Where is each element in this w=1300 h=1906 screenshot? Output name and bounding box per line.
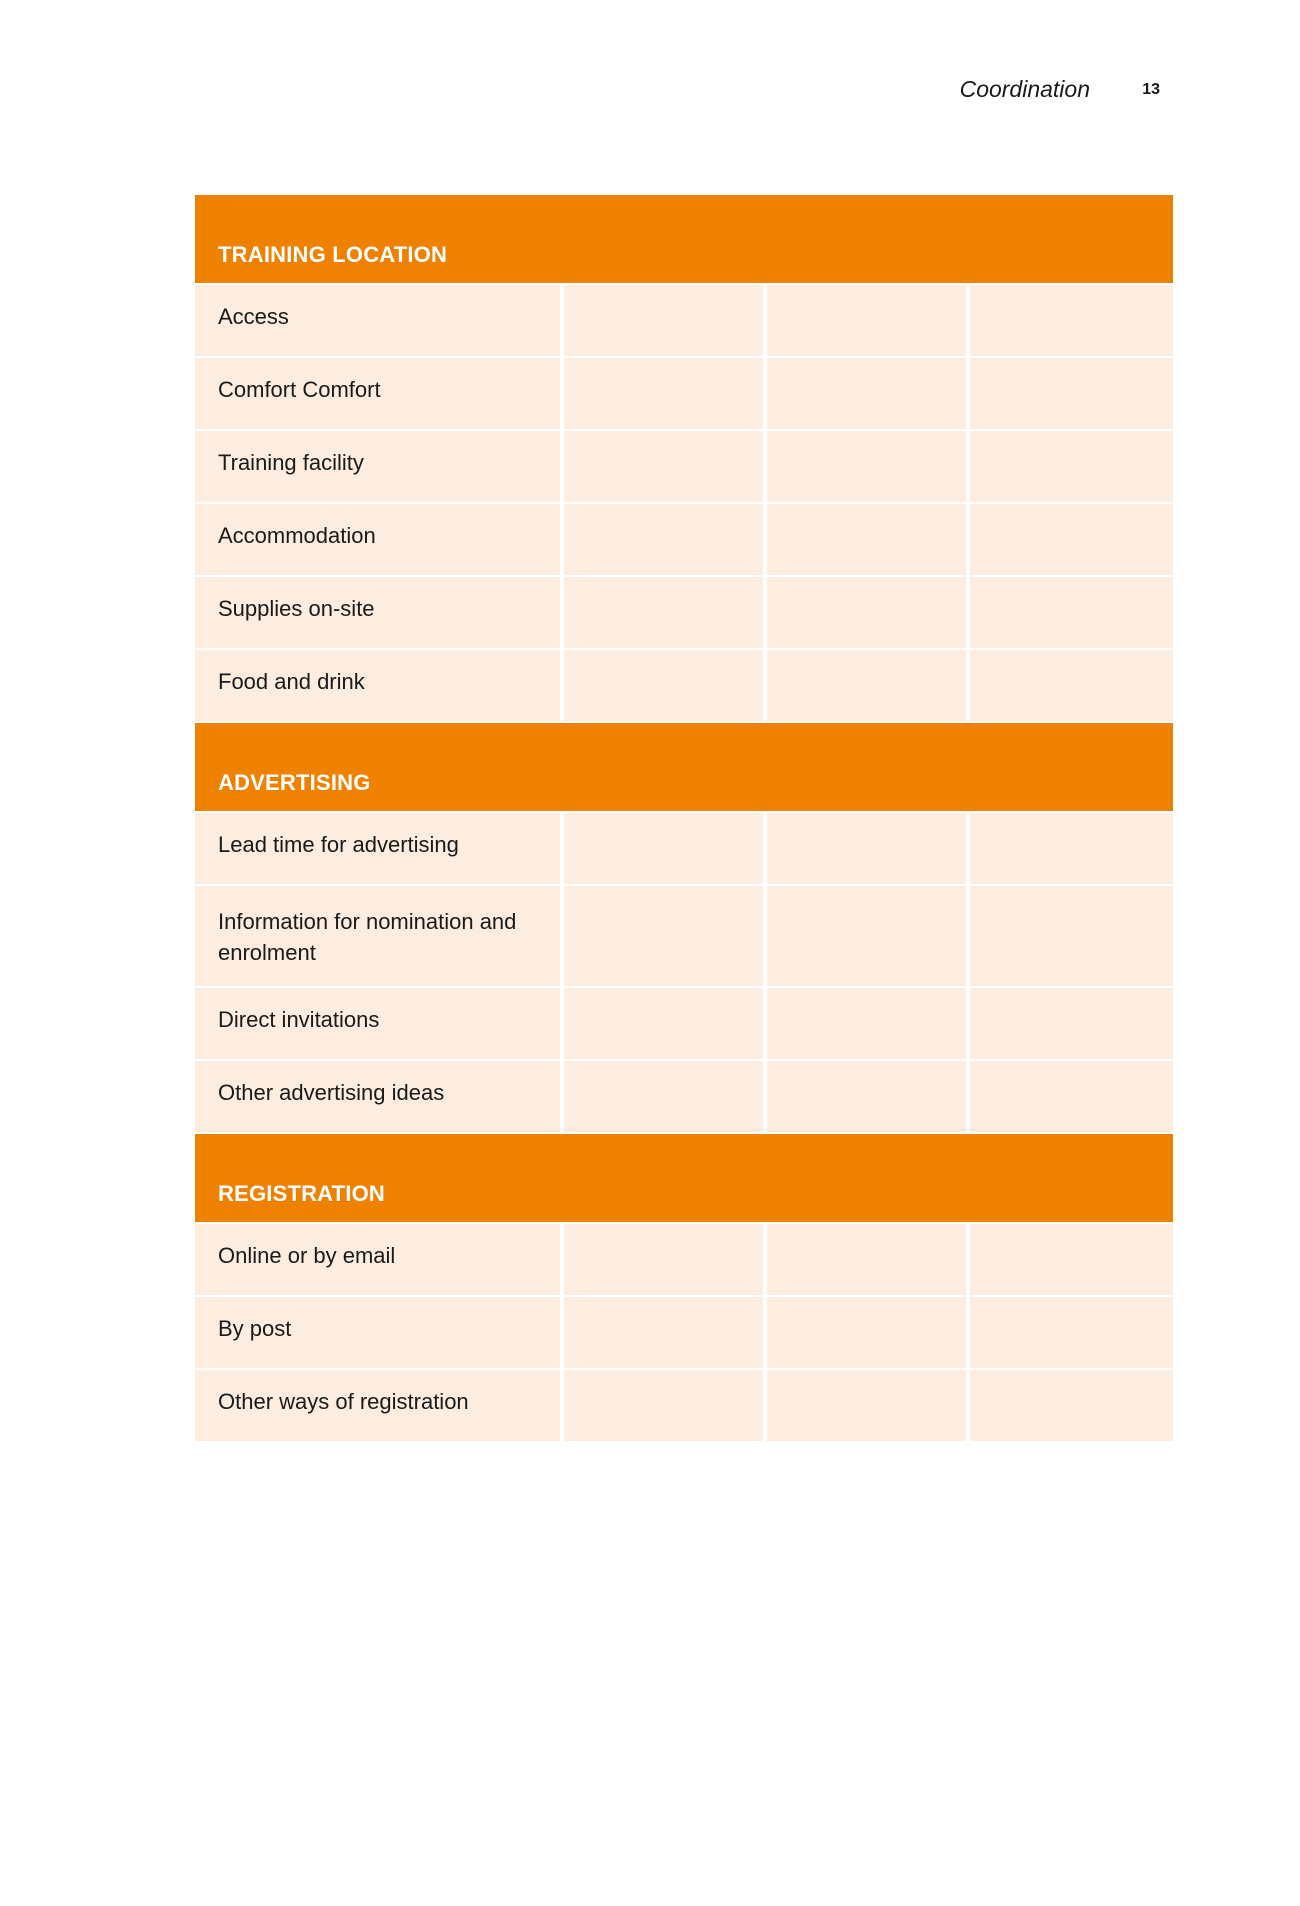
blank-cell[interactable] — [970, 1297, 1173, 1368]
blank-cell[interactable] — [970, 1061, 1173, 1132]
blank-cell[interactable] — [767, 504, 966, 575]
table-row — [195, 1297, 1173, 1368]
blank-cell[interactable] — [564, 431, 763, 502]
blank-cell[interactable] — [767, 1370, 966, 1441]
table-row — [195, 650, 1173, 721]
row-label: Training facility — [195, 431, 560, 502]
blank-cell[interactable] — [970, 650, 1173, 721]
section-heading: REGISTRATION — [218, 1181, 385, 1206]
section-header-training-location — [195, 195, 1173, 283]
row-label: Accommodation — [195, 504, 560, 575]
blank-cell[interactable] — [970, 285, 1173, 356]
blank-cell[interactable] — [767, 650, 966, 721]
table-row — [195, 813, 1173, 884]
row-label: Supplies on-site — [195, 577, 560, 648]
blank-cell[interactable] — [564, 650, 763, 721]
blank-cell[interactable] — [767, 1297, 966, 1368]
table-row — [195, 504, 1173, 575]
running-head — [0, 76, 1300, 106]
blank-cell[interactable] — [564, 285, 763, 356]
blank-cell[interactable] — [564, 886, 763, 986]
blank-cell[interactable] — [564, 1297, 763, 1368]
row-label: Food and drink — [195, 650, 560, 721]
blank-cell[interactable] — [970, 886, 1173, 986]
page-number: 13 — [1142, 81, 1160, 98]
row-label: Access — [195, 285, 560, 356]
blank-cell[interactable] — [767, 1224, 966, 1295]
row-label: Information for nomination and enrolment — [195, 886, 560, 986]
row-label: Other ways of registration — [195, 1370, 560, 1441]
blank-cell[interactable] — [970, 504, 1173, 575]
blank-cell[interactable] — [564, 358, 763, 429]
blank-cell[interactable] — [564, 1224, 763, 1295]
blank-cell[interactable] — [767, 285, 966, 356]
section-header-advertising — [195, 723, 1173, 811]
blank-cell[interactable] — [767, 1061, 966, 1132]
row-label: Lead time for advertising — [195, 813, 560, 884]
blank-cell[interactable] — [970, 431, 1173, 502]
blank-cell[interactable] — [767, 988, 966, 1059]
blank-cell[interactable] — [767, 431, 966, 502]
blank-cell[interactable] — [970, 577, 1173, 648]
planning-table — [195, 195, 1173, 1441]
blank-cell[interactable] — [970, 988, 1173, 1059]
blank-cell[interactable] — [564, 988, 763, 1059]
table-row — [195, 988, 1173, 1059]
row-label: By post — [195, 1297, 560, 1368]
blank-cell[interactable] — [767, 577, 966, 648]
blank-cell[interactable] — [767, 813, 966, 884]
table-row — [195, 431, 1173, 502]
section-header-registration — [195, 1134, 1173, 1222]
table-row — [195, 1061, 1173, 1132]
blank-cell[interactable] — [970, 358, 1173, 429]
table-row — [195, 886, 1173, 986]
section-heading: ADVERTISING — [218, 770, 371, 795]
table-row — [195, 285, 1173, 356]
running-title: Coordination — [959, 76, 1090, 102]
row-label: Other advertising ideas — [195, 1061, 560, 1132]
row-label: Direct invitations — [195, 988, 560, 1059]
blank-cell[interactable] — [564, 1370, 763, 1441]
blank-cell[interactable] — [564, 577, 763, 648]
table-row — [195, 358, 1173, 429]
table-row — [195, 1224, 1173, 1295]
blank-cell[interactable] — [970, 1224, 1173, 1295]
table-row — [195, 1370, 1173, 1441]
table-row — [195, 577, 1173, 648]
blank-cell[interactable] — [564, 813, 763, 884]
blank-cell[interactable] — [767, 886, 966, 986]
blank-cell[interactable] — [564, 504, 763, 575]
blank-cell[interactable] — [564, 1061, 763, 1132]
section-heading: TRAINING LOCATION — [218, 242, 448, 267]
row-label: Comfort Comfort — [195, 358, 560, 429]
blank-cell[interactable] — [970, 813, 1173, 884]
blank-cell[interactable] — [970, 1370, 1173, 1441]
row-label: Online or by email — [195, 1224, 560, 1295]
blank-cell[interactable] — [767, 358, 966, 429]
